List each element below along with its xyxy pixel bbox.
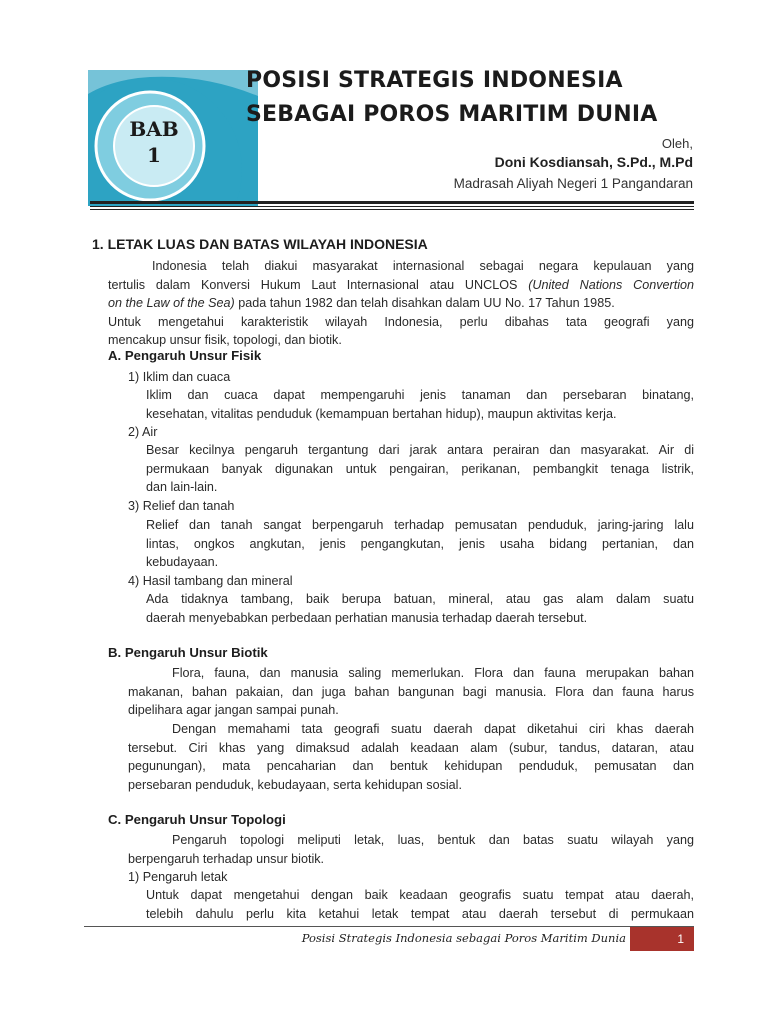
body-line: telebih dahulu perlu kita ketahui letak tempat atau daerah tersebut di permukaan [146,906,694,921]
body-line: makanan, bahan pakaian, dan juga bahan bangunan bagi manusia. Flora dan fauna harus [128,684,694,699]
list-item-body [146,441,694,497]
body-line: pegunungan), mata pencaharian dan bentuk kehidupan penduduk, pemusatan dan [128,759,694,774]
body-line: lintas, ongkos angkutan, jenis pengangkutan, jenis usaha bidang pertanian, dan [146,536,694,551]
body-line: kebudayaan. [146,555,219,570]
intro-line: on the Law of the Sea) pada tahun 1982 dan telah disahkan dalam UU No. 17 Tahun 1985. [108,296,615,311]
list-item-label: 3) Relief dan tanah [128,499,235,513]
list-item-label: 1) Pengaruh letak [128,870,228,884]
body-line: Pengaruh topologi meliputi letak, luas, bentuk dan batas suatu wilayah yang [172,833,694,847]
author-name: Doni Kosdiansah, S.Pd., M.Pd [494,154,693,170]
title-line-1: POSISI STRATEGIS INDONESIA [246,68,623,93]
section-1-intro [108,257,694,350]
section-b-heading: B. Pengaruh Unsur Biotik [108,645,268,660]
body-line: tersebut. Ciri khas yang dimaksud adalah keadaan alam (subur, tandus, dataran, atau [128,740,694,755]
badge-label: BAB [129,117,179,141]
body-line: permukaan banyak digunakan untuk pengairan, perikanan, pembangkit tenaga listrik, [146,461,694,476]
title-line-2: SEBAGAI POROS MARITIM DUNIA [246,102,658,127]
section-b-paragraph-2 [128,720,694,794]
body-line: Iklim dan cuaca dapat mempengaruhi jenis tanaman dan persebaran binatang, [146,388,694,402]
body-line: persebaran penduduk, kebudayaan, serta kehidupan sosial. [128,777,462,792]
chapter-badge [88,66,258,206]
body-line: Flora, fauna, dan manusia saling memerlukan. Flora dan fauna merupakan bahan [172,666,694,680]
list-item-label: 4) Hasil tambang dan mineral [128,574,293,588]
list-item-body [146,386,694,423]
list-item-label: 2) Air [128,425,158,439]
list-item-body [146,516,694,572]
body-line: Besar kecilnya pengaruh tergantung dari jarak antara perairan dan masyarakat. Air di [146,443,694,457]
institution: Madrasah Aliyah Negeri 1 Pangandaran [453,176,693,191]
header-divider-thin-2 [90,209,694,210]
footer-title: Posisi Strategis Indonesia sebagai Poros Maritim Dunia [301,931,626,945]
body-line: berpengaruh terhadap unsur biotik. [128,851,325,866]
intro-line: Untuk mengetahui karakteristik wilayah Indonesia, perlu dibahas tata geografi yang [108,314,694,329]
body-line: Dengan memahami tata geografi suatu daerah dapat diketahui ciri khas daerah [172,722,694,736]
body-line: dipelihara agar jangan sampai punah. [128,703,339,718]
body-line: Relief dan tanah sangat berpengaruh terhadap pemusatan penduduk, jaring-jaring lalu [146,518,694,532]
body-line: Ada tidaknya tambang, baik berupa batuan, mineral, atau gas alam dalam suatu [146,592,694,606]
section-c-paragraph [128,831,694,868]
section-a-heading: A. Pengaruh Unsur Fisik [108,348,262,363]
body-line: daerah menyebabkan perbedaan perhatian manusia terhadap daerah tersebut. [146,610,588,625]
header-divider-thin [90,206,694,207]
footer-divider [84,926,694,927]
list-item-label: 1) Iklim dan cuaca [128,370,231,384]
section-b-paragraph-1 [128,664,694,720]
badge-number: 1 [147,143,161,167]
intro-line: tertulis dalam Konversi Hukum Laut Internasional atau UNCLOS (United Nations Convertion [108,277,694,292]
body-line: kesehatan, vitalitas penduduk (kemampuan bertahan hidup), maupun aktivitas kerja. [146,406,617,421]
intro-line: mencakup unsur fisik, topologi, dan biotik. [108,333,342,348]
section-c-heading: C. Pengaruh Unsur Topologi [108,812,286,827]
header-divider [90,201,694,204]
section-1-heading: 1. LETAK LUAS DAN BATAS WILAYAH INDONESIA [92,236,428,252]
body-line: dan lain-lain. [146,480,218,495]
list-item-body [146,886,694,923]
body-line: Untuk dapat mengetahui dengan baik keadaan geografis suatu tempat atau daerah, [146,888,694,902]
by-label: Oleh, [661,136,693,151]
list-item-body [146,590,694,627]
page-number: 1 [630,927,694,951]
intro-line: Indonesia telah diakui masyarakat internasional sebagai negara kepulauan yang [152,259,694,273]
